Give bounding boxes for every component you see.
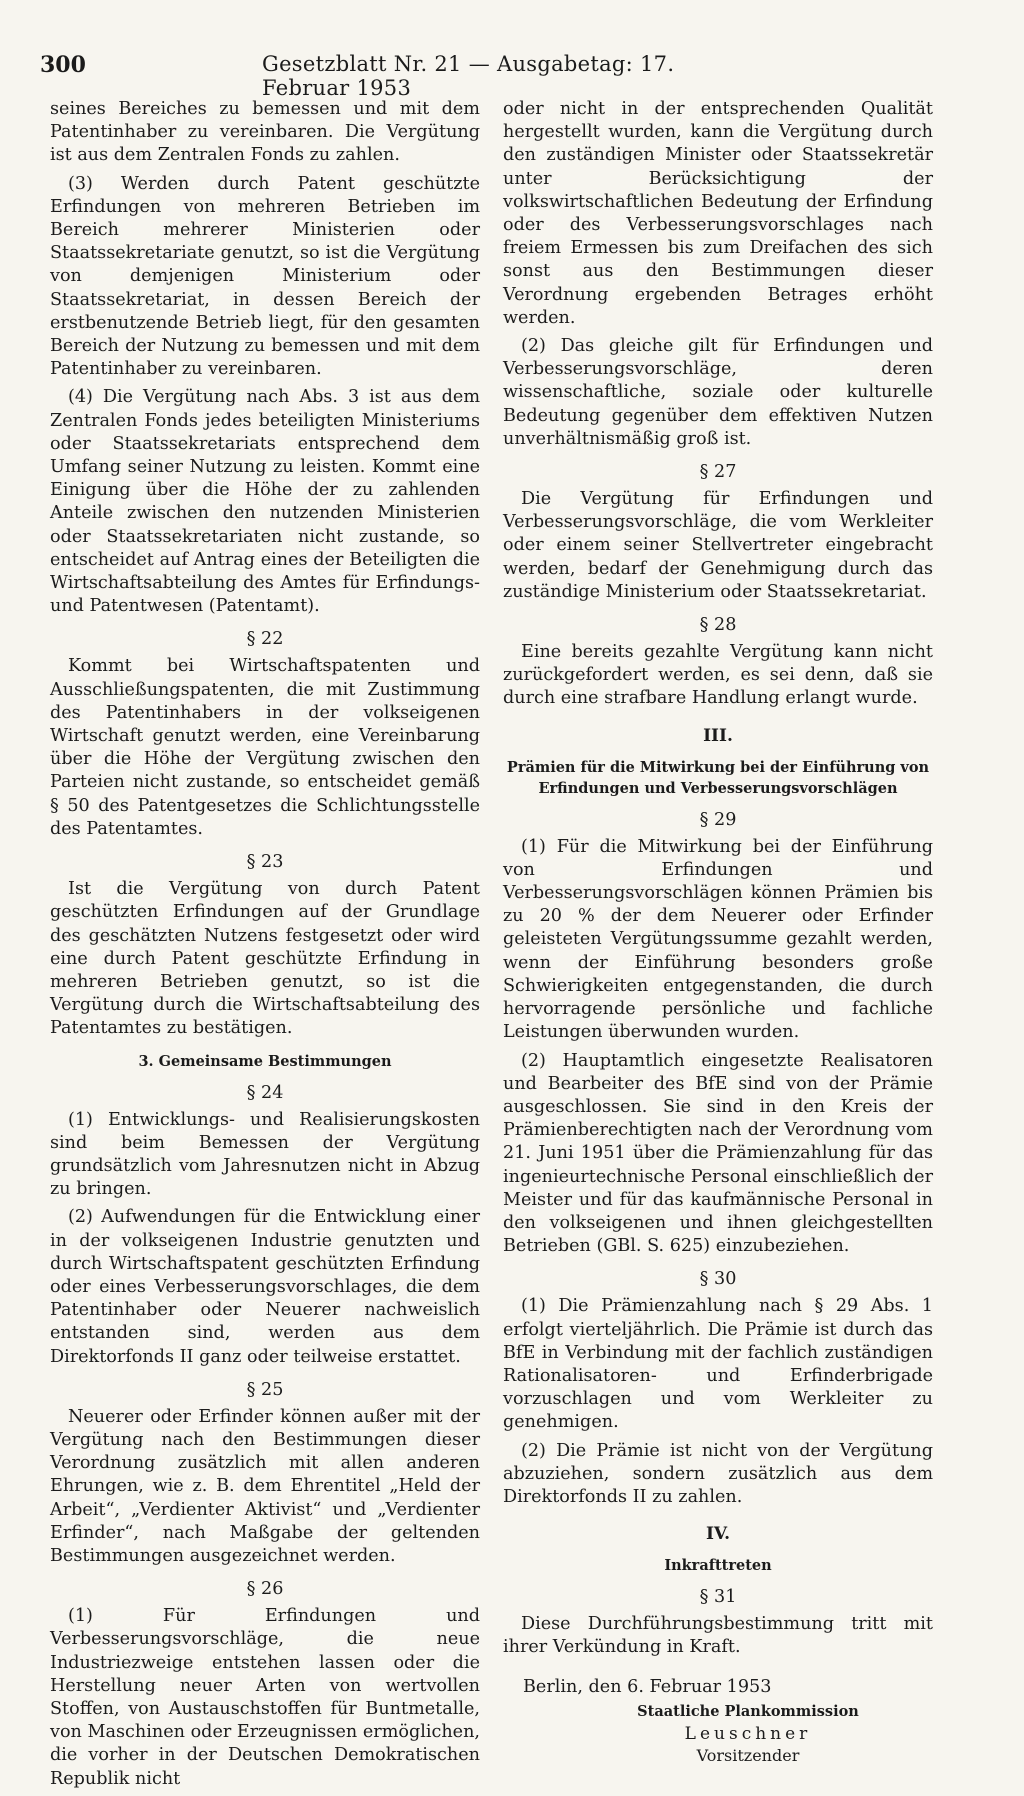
left-column — [50, 98, 480, 1796]
section-heading-26: § 26 — [246, 1579, 284, 1600]
paragraph: Neuerer oder Erfinder können außer mit der Vergütung nach den Bestimmungen dieser Verordnung zusätzlich mit allen anderen Ehrungen, wie z. B. dem Ehrentitel „Held der Arbeit“, „Verdienter Aktivist“ und „Verdienter Erfinder“, nach Maßgabe der geltenden Bestimmungen ausgezeichnet werden. — [50, 1406, 480, 1566]
section-heading-24: § 24 — [246, 1082, 284, 1103]
paragraph: (1) Für die Mitwirkung bei der Einführung von Erfindungen und Verbesserungsvorschlägen können Prämien bis zu 20 % der dem Neuerer oder Erfinder geleisteten Vergütungssumme gezahlt werden, wenn der Einführung besonders große Schwierigkeiten entgegenstanden, die durch hervorragende persönliche und fachliche Leistungen überwunden wurden. — [503, 836, 933, 1043]
section-heading-23: § 23 — [246, 852, 284, 873]
section-heading-27: § 27 — [699, 462, 737, 483]
section-heading-28: § 28 — [699, 615, 737, 636]
paragraph: Diese Durchführungsbestimmung tritt mit ihrer Verkündung in Kraft. — [503, 1614, 933, 1658]
signatory-name: Leuschner — [684, 1723, 812, 1744]
paragraph: Ist die Vergütung von durch Patent geschützten Erfindungen auf der Grundlage des geschätzten Nutzens festgesetzt oder wird eine durch Patent geschützte Erfindung in mehreren Betrieben genutzt, so ist die Vergütung durch die Wirtschaftsabteilung des Patentamtes zu bestätigen. — [50, 879, 480, 1039]
paragraph: (2) Die Prämie ist nicht von der Vergütung abzuziehen, sondern zusätzlich aus dem Direktorfonds II zu zahlen. — [503, 1440, 933, 1507]
page-number: 300 — [40, 52, 86, 78]
section-heading-30: § 30 — [699, 1269, 737, 1290]
issuing-authority: Staatliche Plankommission — [637, 1702, 859, 1720]
paragraph: Kommt bei Wirtschaftspatenten und Ausschließungspatenten, die mit Zustimmung des Patentinhabers in der volkseigenen Wirtschaft genutzt werden, eine Vereinbarung über die Höhe der Vergütung zwischen den Parteien nicht zustande, so entscheidet gemäß § 50 des Patentgesetzes die Schlichtungsstelle des Patentamtes. — [50, 656, 480, 839]
paragraph: (1) Für Erfindungen und Verbesserungsvorschläge, die neue Industriezweige entstehen lassen oder die Herstellung neuer Arten von wertvollen Stoffen, von Austauschstoffen für Buntmetalle, von Maschinen oder Erzeugnissen ermöglichen, die vorher in der Deutschen Demokratischen Republik nicht — [50, 1606, 480, 1789]
paragraph: Eine bereits gezahlte Vergütung kann nicht zurückgefordert werden, es sei denn, daß sie durch eine strafbare Handlung erlangt wurde. — [503, 642, 933, 709]
section-heading-29: § 29 — [699, 809, 737, 830]
section-heading-25: § 25 — [246, 1379, 284, 1400]
gazette-header-title: Gesetzblatt Nr. 21 — Ausgabetag: 17. Februar 1953 — [262, 52, 675, 100]
page-header — [40, 52, 710, 100]
paragraph: (2) Hauptamtlich eingesetzte Realisatoren und Bearbeiter des BfE sind von der Prämie ausgeschlossen. Sie sind in den Kreis der Prämienberechtigten nach der Verordnung vom 21. Juni 1951 über die Prämienzahlung für das ingenieurtechnische Personal einschließlich der Meister und für das kaufmännische Personal in den volkseigenen und ihnen gleichgestellten Betrieben (GBl. S. 625) einzubeziehen. — [503, 1050, 933, 1257]
paragraph: (4) Die Vergütung nach Abs. 3 ist aus dem Zentralen Fonds jedes beteiligten Ministeriums oder Staatssekretariats entsprechend dem Umfang seiner Nutzung zu leisten. Kommt eine Einigung über die Höhe der zu zahlenden Anteile zwischen den nutzenden Ministerien oder Staatssekretariaten nicht zustande, so entscheidet auf Antrag eines der Beteiligten die Wirtschaftsabteilung des Amtes für Erfindungs- und Patentwesen (Patentamt). — [50, 387, 480, 617]
signatory-role: Vorsitzender — [696, 1745, 800, 1765]
section-heading-31: § 31 — [699, 1587, 737, 1608]
paragraph: (1) Die Prämienzahlung nach § 29 Abs. 1 erfolgt vierteljährlich. Die Prämie ist durch das BfE in Verbindung mit der fachlich zuständigen Rationalisatoren- und Erfinderbrigade vorzuschlagen und vom Werkleiter zu genehmigen. — [503, 1296, 933, 1433]
paragraph: seines Bereiches zu bemessen und mit dem Patentinhaber zu vereinbaren. Die Vergütung ist aus dem Zentralen Fonds zu zahlen. — [50, 99, 480, 166]
part-title-4: Inkrafttreten — [664, 1557, 772, 1575]
subsection-title: 3. Gemeinsame Bestimmungen — [138, 1052, 392, 1070]
paragraph: (2) Aufwendungen für die Entwicklung einer in der volkseigenen Industrie genutzten und durch Wirtschaftspatent geschützten Erfindung oder eines Verbesserungsvorschlages, die dem Patentinhaber oder Neuerer nachweislich entstanden sind, werden aus dem Direktorfonds II ganz oder teilweise erstattet. — [50, 1207, 480, 1367]
paragraph: (2) Das gleiche gilt für Erfindungen und Verbesserungsvorschläge, deren wissenschaftliche, soziale oder kulturelle Bedeutung gegenüber dem effektiven Nutzen unverhältnismäßig groß ist. — [503, 336, 933, 449]
place-and-date: Berlin, den 6. Februar 1953 — [523, 1676, 772, 1697]
paragraph: (3) Werden durch Patent geschützte Erfindungen von mehreren Betrieben im Bereich mehrerer Ministerien oder Staatssekretariate genutzt, so ist die Vergütung von demjenigen Ministerium oder Staatssekretariat, in dessen Bereich der erstbenutzende Betrieb liegt, für den gesamten Bereich der Nutzung zu bemessen und mit dem Patentinhaber zu vereinbaren. — [50, 173, 480, 380]
paragraph: Die Vergütung für Erfindungen und Verbesserungsvorschläge, die vom Werkleiter oder einem seiner Stellvertreter eingebracht werden, bedarf der Genehmigung durch das zuständige Ministerium oder Staatssekretariat. — [503, 489, 933, 602]
section-heading-22: § 22 — [246, 629, 284, 650]
part-title-3: Prämien für die Mitwirkung bei der Einführung von Erfindungen und Verbesserungsvorschlägen — [506, 758, 930, 797]
paragraph: (1) Entwicklungs- und Realisierungskosten sind beim Bemessen der Vergütung grundsätzlich vom Jahresnutzen nicht in Abzug zu bringen. — [50, 1109, 480, 1200]
paragraph: oder nicht in der entsprechenden Qualität hergestellt wurden, kann die Vergütung durch den zuständigen Minister oder Staatssekretär unter Berücksichtigung der volkswirtschaftlichen Bedeutung der Erfindung oder des Verbesserungsvorschlages nach freiem Ermessen bis zum Dreifachen des sich sonst aus den Bestimmungen dieser Verordnung ergebenden Betrages erhöht werden. — [503, 99, 933, 328]
part-number-3: III. — [703, 725, 733, 746]
right-column — [503, 98, 933, 1767]
part-number-4: IV. — [705, 1524, 731, 1545]
